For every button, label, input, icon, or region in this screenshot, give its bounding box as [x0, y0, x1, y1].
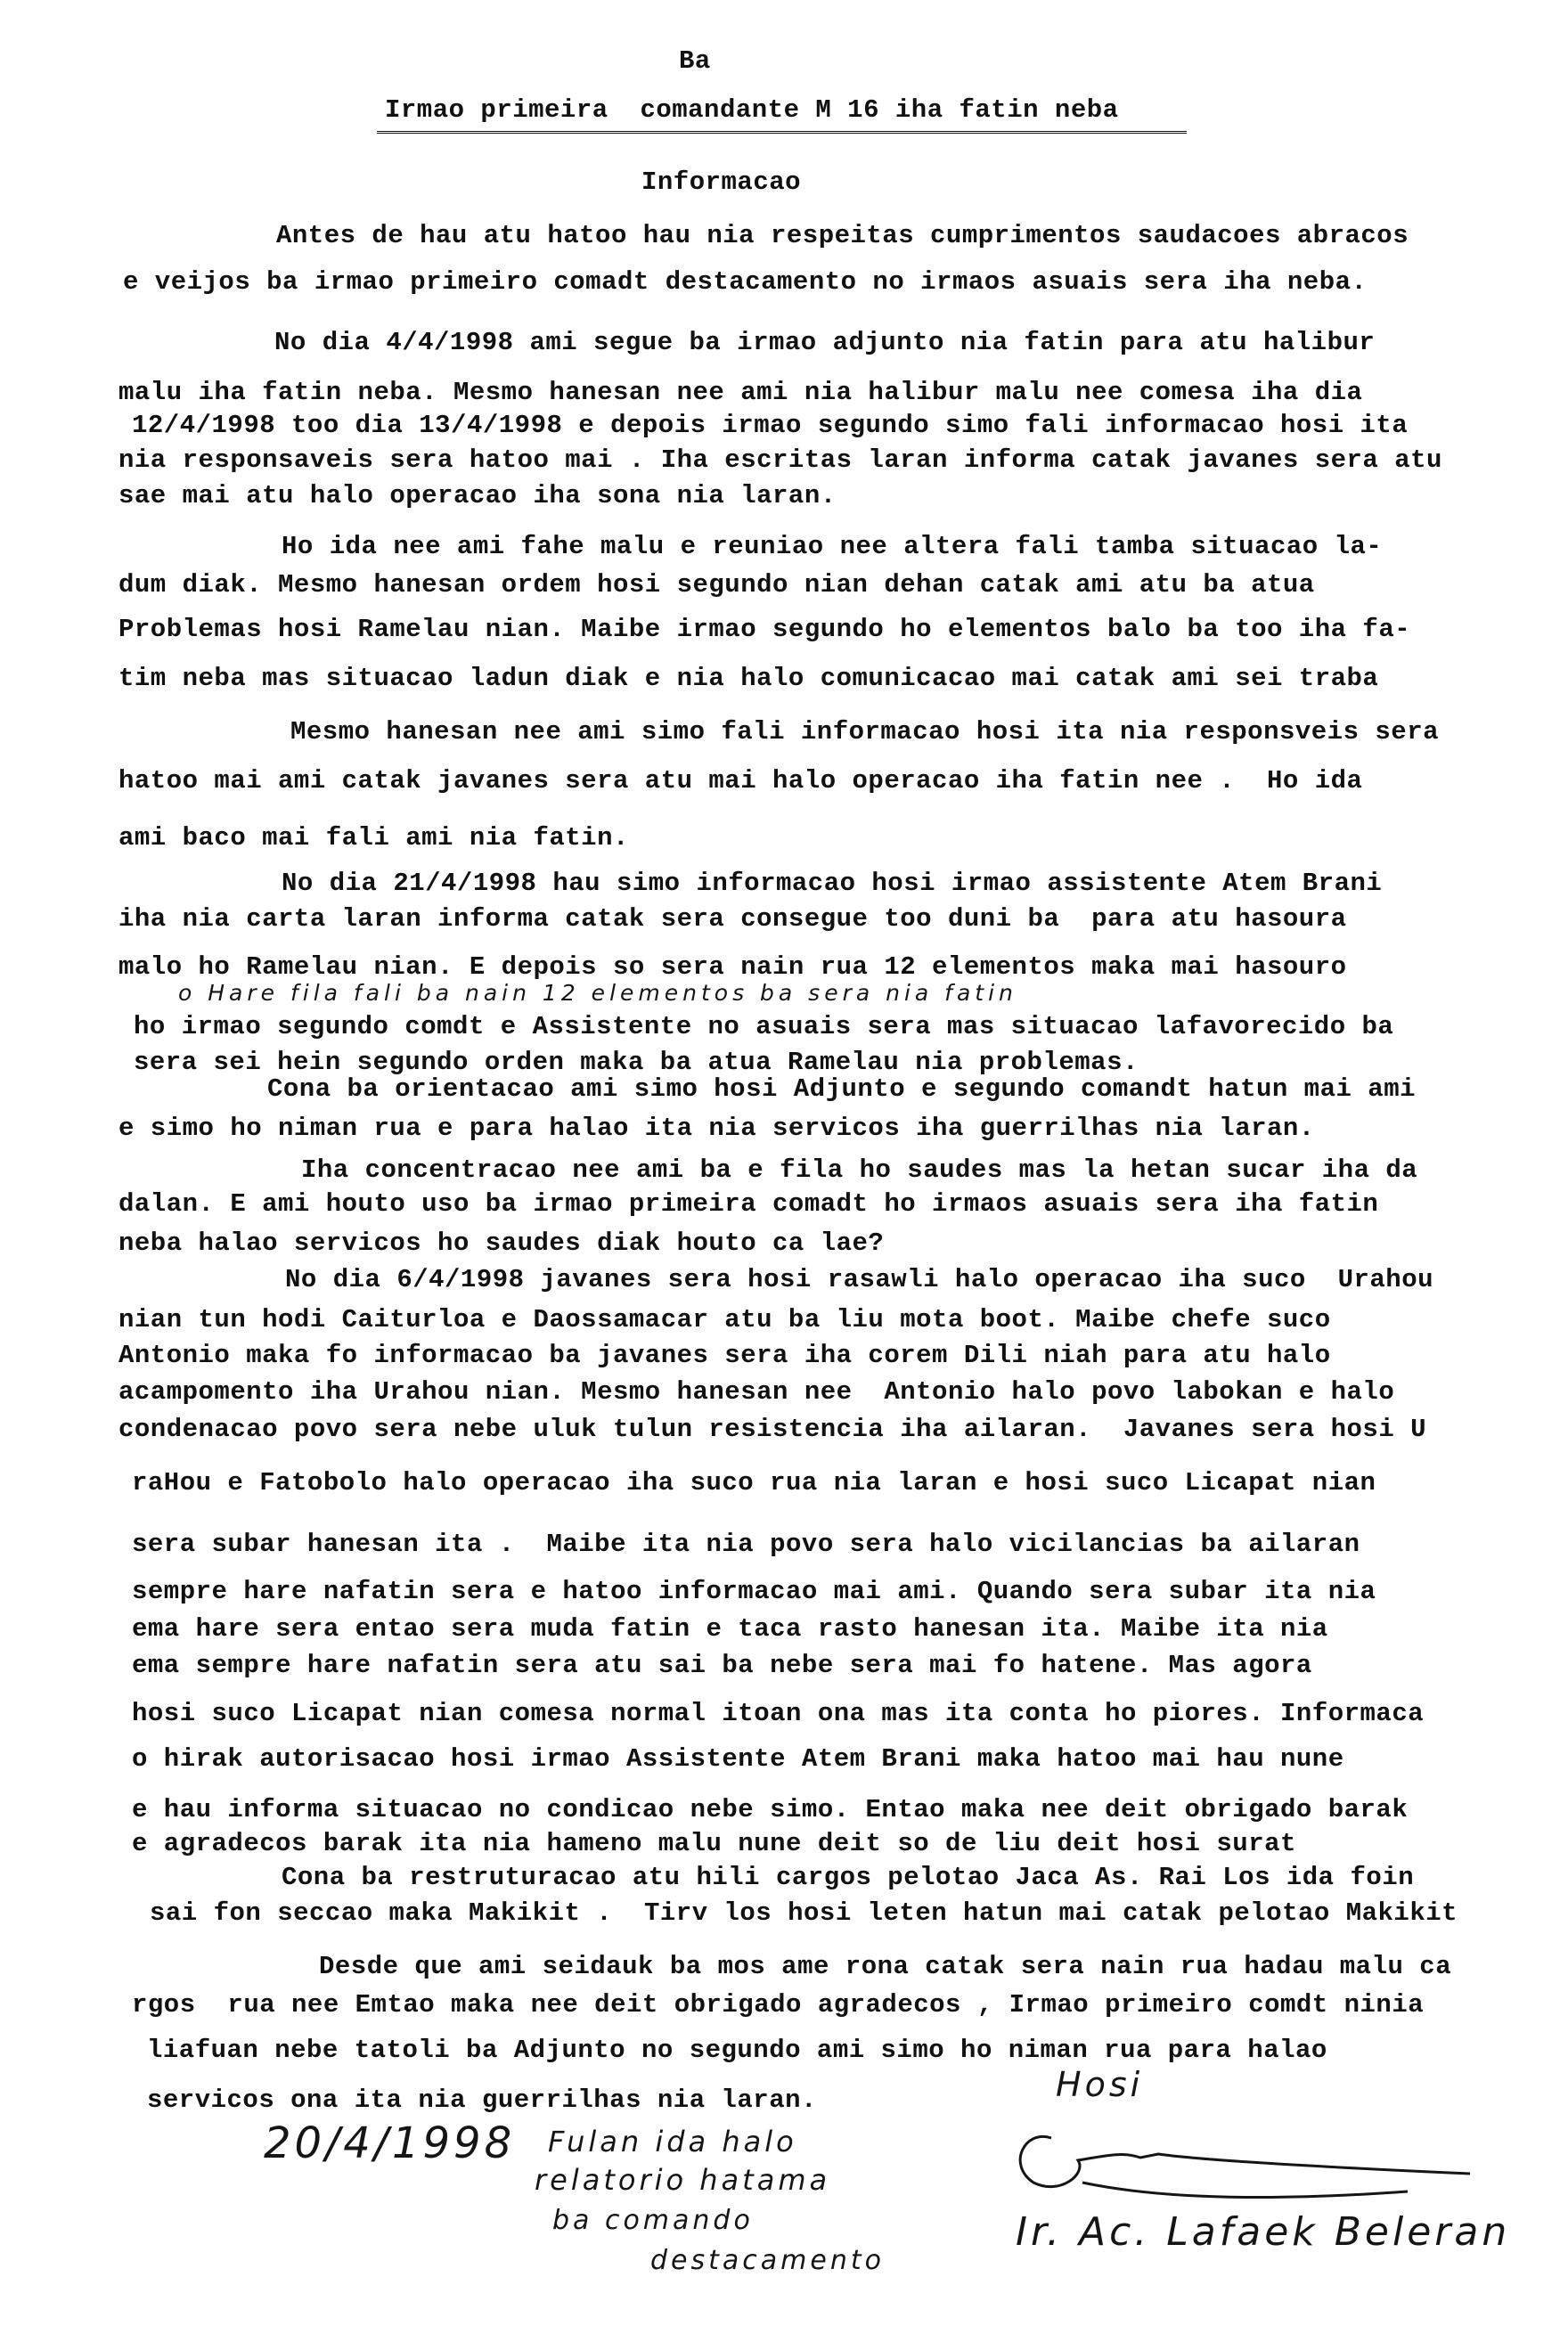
handwritten-note-line: relatorio hatama — [535, 2163, 831, 2197]
body-line: nian tun hodi Caiturloa e Daossamacar atu ba liu mota boot. Maibe chefe suco — [118, 1305, 1331, 1334]
letter-heading: Informacao — [641, 167, 802, 197]
handwritten-date: 20/4/1998 — [264, 2118, 516, 2168]
body-line: neba halao servicos ho saudes diak houto ca lae? — [118, 1228, 885, 1258]
body-line: sae mai atu halo operacao iha sona nia laran. — [118, 481, 837, 510]
letter-title: Irmao primeira comandante M 16 iha fatin neba — [385, 95, 1119, 125]
signature-name: Ir. Ac. Lafaek Beleran — [1016, 2209, 1511, 2255]
page-mark: Ba — [679, 46, 711, 76]
title-underline — [377, 131, 1187, 134]
body-line: dalan. E ami houto uso ba irmao primeira comadt ho irmaos asuais sera iha fatin — [118, 1189, 1379, 1219]
body-line: No dia 6/4/1998 javanes sera hosi rasawli halo operacao iha suco Urahou — [285, 1265, 1434, 1294]
body-line: ami baco mai fali ami nia fatin. — [118, 823, 629, 853]
body-line: ho irmao segundo comdt e Assistente no asuais sera mas situacao lafavorecido ba — [134, 1012, 1394, 1041]
body-line: rgos rua nee Emtao maka nee deit obrigado agradecos , Irmao primeiro comdt ninia — [132, 1990, 1425, 2020]
handwritten-note-line: destacamento — [650, 2245, 885, 2276]
body-line: e simo ho niman rua e para halao ita nia servicos iha guerrilhas nia laran. — [118, 1114, 1315, 1143]
body-line: hatoo mai ami catak javanes sera atu mai halo operacao iha fatin nee . Ho ida — [118, 766, 1363, 796]
body-line: e veijos ba irmao primeiro comadt destacamento no irmaos asuais sera iha neba. — [123, 267, 1368, 297]
body-line: Ho ida nee ami fahe malu e reuniao nee altera fali tamba situacao la- — [282, 532, 1383, 561]
body-line: sera sei hein segundo orden maka ba atua Ramelau nia problemas. — [134, 1048, 1139, 1077]
body-line: No dia 4/4/1998 ami segue ba irmao adjunto nia fatin para atu halibur — [274, 328, 1376, 357]
body-line: Problemas hosi Ramelau nian. Maibe irmao segundo ho elementos balo ba too iha fa- — [118, 615, 1411, 644]
body-line: raHou e Fatobolo halo operacao iha suco rua nia laran e hosi suco Licapat nian — [132, 1468, 1376, 1498]
handwritten-note-line: Fulan ida halo — [548, 2125, 797, 2159]
handwritten-note-line: ba comando — [552, 2205, 754, 2236]
body-line: Cona ba orientacao ami simo hosi Adjunto e segundo comandt hatun mai ami — [267, 1074, 1417, 1104]
body-line: Cona ba restruturacao atu hili cargos pelotao Jaca As. Rai Los ida foin — [282, 1863, 1415, 1892]
body-line: Desde que ami seidauk ba mos ame rona catak sera nain rua hadau malu ca — [319, 1952, 1452, 1981]
signature-scrawl — [989, 2111, 1488, 2209]
body-line: sempre hare nafatin sera e hatoo informacao mai ami. Quando sera subar ita nia — [132, 1577, 1376, 1606]
body-line: acampomento iha Urahou nian. Mesmo hanesan nee Antonio halo povo labokan e halo — [118, 1377, 1395, 1407]
body-line: Mesmo hanesan nee ami simo fali informacao hosi ita nia responsveis sera — [290, 717, 1440, 747]
body-line: nia responsaveis sera hatoo mai . Iha escritas laran informa catak javanes sera atu — [118, 445, 1442, 475]
signature-from: Hosi — [1056, 2065, 1144, 2104]
body-line: condenacao povo sera nebe uluk tulun resistencia iha ailaran. Javanes sera hosi U — [118, 1415, 1427, 1444]
body-line: e agradecos barak ita nia hameno malu nune deit so de liu deit hosi surat — [132, 1829, 1296, 1858]
body-line: sai fon seccao maka Makikit . Tirv los hosi leten hatun mai catak pelotao Makikit — [150, 1898, 1458, 1928]
body-line: sera subar hanesan ita . Maibe ita nia povo sera halo vicilancias ba ailaran — [132, 1530, 1360, 1559]
body-line: dum diak. Mesmo hanesan ordem hosi segundo nian dehan catak ami atu ba atua — [118, 570, 1315, 600]
body-line: liafuan nebe tatoli ba Adjunto no segundo ami simo ho niman rua para halao — [147, 2036, 1327, 2065]
body-line: e hau informa situacao no condicao nebe simo. Entao maka nee deit obrigado barak — [132, 1795, 1409, 1824]
body-line: servicos ona ita nia guerrilhas nia laran. — [147, 2085, 817, 2115]
body-line: No dia 21/4/1998 hau simo informacao hosi irmao assistente Atem Brani — [282, 869, 1383, 898]
handwritten-interlinear-note: o Hare fila fali ba nain 12 elementos ba sera nia fatin — [178, 980, 1017, 1006]
body-line: Iha concentracao nee ami ba e fila ho saudes mas la hetan sucar iha da — [301, 1155, 1418, 1185]
body-line: hosi suco Licapat nian comesa normal itoan ona mas ita conta ho piores. Informaca — [132, 1699, 1425, 1728]
body-line: o hirak autorisacao hosi irmao Assistente Atem Brani maka hatoo mai hau nune — [132, 1744, 1344, 1774]
body-line: ema hare sera entao sera muda fatin e taca rasto hanesan ita. Maibe ita nia — [132, 1614, 1328, 1644]
body-line: malu iha fatin neba. Mesmo hanesan nee ami nia halibur malu nee comesa iha dia — [118, 378, 1363, 407]
body-line: iha nia carta laran informa catak sera consegue too duni ba para atu hasoura — [118, 904, 1347, 934]
body-line: ema sempre hare nafatin sera atu sai ba nebe sera mai fo hatene. Mas agora — [132, 1651, 1312, 1680]
body-line: tim neba mas situacao ladun diak e nia halo comunicacao mai catak ami sei traba — [118, 664, 1379, 693]
body-line: Antes de hau atu hatoo hau nia respeitas cumprimentos saudacoes abracos — [276, 221, 1409, 250]
body-line: 12/4/1998 too dia 13/4/1998 e depois irmao segundo simo fali informacao hosi ita — [132, 411, 1409, 440]
body-line: malo ho Ramelau nian. E depois so sera nain rua 12 elementos maka mai hasouro — [118, 952, 1347, 982]
body-line: Antonio maka fo informacao ba javanes sera iha corem Dili niah para atu halo — [118, 1341, 1331, 1370]
